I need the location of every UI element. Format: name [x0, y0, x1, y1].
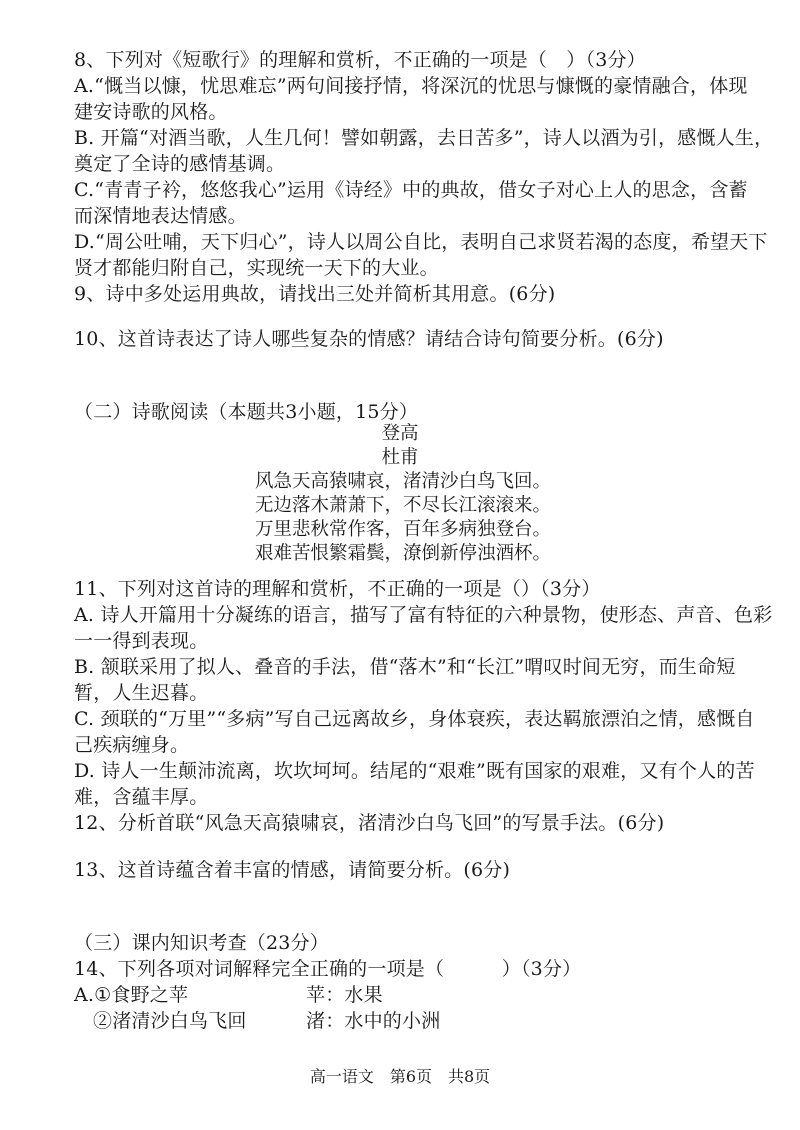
poem-verse-4 [0, 542, 800, 566]
q8-option-d-line2: 贤才都能归附自己，实现统一天下的大业。 [74, 257, 439, 279]
poem-verse-2-text: 无边落木萧萧下，不尽长江滚滚来。 [254, 495, 551, 516]
q8-option-b-line2: 奠定了全诗的感情基调。 [74, 153, 286, 175]
q11-stem: 11、下列对这首诗的理解和赏析，不正确的一项是（）（3分） [74, 578, 601, 600]
q8-option-c-line1: C.“青青子衿，悠悠我心”运用《诗经》中的典故，借女子对心上人的思念，含蓄 [74, 179, 748, 201]
page-footer: 高一语文 第6页 共8页 [309, 1067, 491, 1086]
q12-stem: 12、分析首联“风急天高猿啸哀，渚清沙白鸟飞回”的写景手法。(6分) [74, 812, 665, 834]
q14-option-a-row2-word: ②渚清沙白鸟飞回 [93, 1010, 247, 1032]
poem-author: 杜甫 [381, 447, 419, 468]
poem-verse-1 [0, 470, 800, 494]
q11-option-c-line2: 己疾病缠身。 [74, 734, 190, 756]
q11-option-b-line2: 暂，人生迟暮。 [74, 682, 209, 704]
q14-stem: 14、下列各项对词解释完全正确的一项是（ ）（3分） [74, 958, 582, 980]
q14-option-a-row1 [74, 982, 383, 1008]
q8-option-c-line2: 而深情地表达情感。 [74, 205, 247, 227]
poem-verse-2 [0, 494, 800, 518]
q8-option-a-line2: 建安诗歌的风格。 [74, 101, 228, 123]
q14-option-a-row1-word: A.①食野之苹 [74, 984, 189, 1006]
q11-option-a-line2: 一一得到表现。 [74, 630, 209, 652]
q11-option-d-line2: 难，含蕴丰厚。 [74, 786, 209, 808]
q8-option-b-line1: B. 开篇“对酒当歌，人生几何！譬如朝露，去日苦多”，诗人以酒为引，感慨人生， [74, 127, 774, 149]
poem-title: 登高 [381, 423, 419, 444]
q11-option-d-line1: D. 诗人一生颠沛流离，坎坎坷坷。结尾的“艰难”既有国家的艰难，又有个人的苦 [74, 760, 755, 782]
section2-heading: （二）诗歌阅读（本题共3小题，15分） [74, 401, 419, 423]
q10-stem: 10、这首诗表达了诗人哪些复杂的情感？请结合诗句简要分析。(6分) [74, 328, 664, 350]
poem-verse-1-text: 风急天高猿啸哀，渚清沙白鸟飞回。 [254, 471, 551, 492]
q11-option-c-line1: C. 颈联的“万里”“多病”写自己远离故乡，身体衰疾，表达羁旅漂泊之情，感慨自 [74, 708, 755, 730]
q8-stem: 8、下列对《短歌行》的理解和赏析，不正确的一项是（ ）（3分） [74, 49, 646, 71]
q11-option-a-line1: A. 诗人开篇用十分凝练的语言，描写了富有特征的六种景物，使形态、声音、色彩 [74, 604, 773, 626]
q13-stem: 13、这首诗蕴含着丰富的情感，请简要分析。(6分) [74, 859, 511, 881]
poem-verse-3-text: 万里悲秋常作客，百年多病独登台。 [254, 519, 551, 540]
q14-option-a-row2 [93, 1008, 440, 1034]
q11-option-b-line1: B. 颔联采用了拟人、叠音的手法，借“落木”和“长江”喟叹时间无穷，而生命短 [74, 656, 736, 678]
q8-option-d-line1: D.“周公吐哺，天下归心”，诗人以周公自比，表明自己求贤若渴的态度，希望天下 [74, 231, 768, 253]
poem-verse-4-text: 艰难苦恨繁霜鬓，潦倒新停浊酒杯。 [254, 543, 551, 564]
poem-verse-3 [0, 518, 800, 542]
q14-option-a-row1-gloss: 苹：水果 [306, 984, 383, 1006]
q8-option-a-line1: A.“慨当以慷，忧思难忘”两句间接抒情，将深沉的忧思与慷慨的豪情融合，体现 [74, 75, 748, 97]
q9-stem: 9、诗中多处运用典故，请找出三处并简析其用意。(6分) [74, 283, 556, 305]
q14-option-a-row2-gloss: 渚：水中的小洲 [306, 1010, 441, 1032]
section3-heading: （三）课内知识考查（23分） [74, 932, 329, 954]
